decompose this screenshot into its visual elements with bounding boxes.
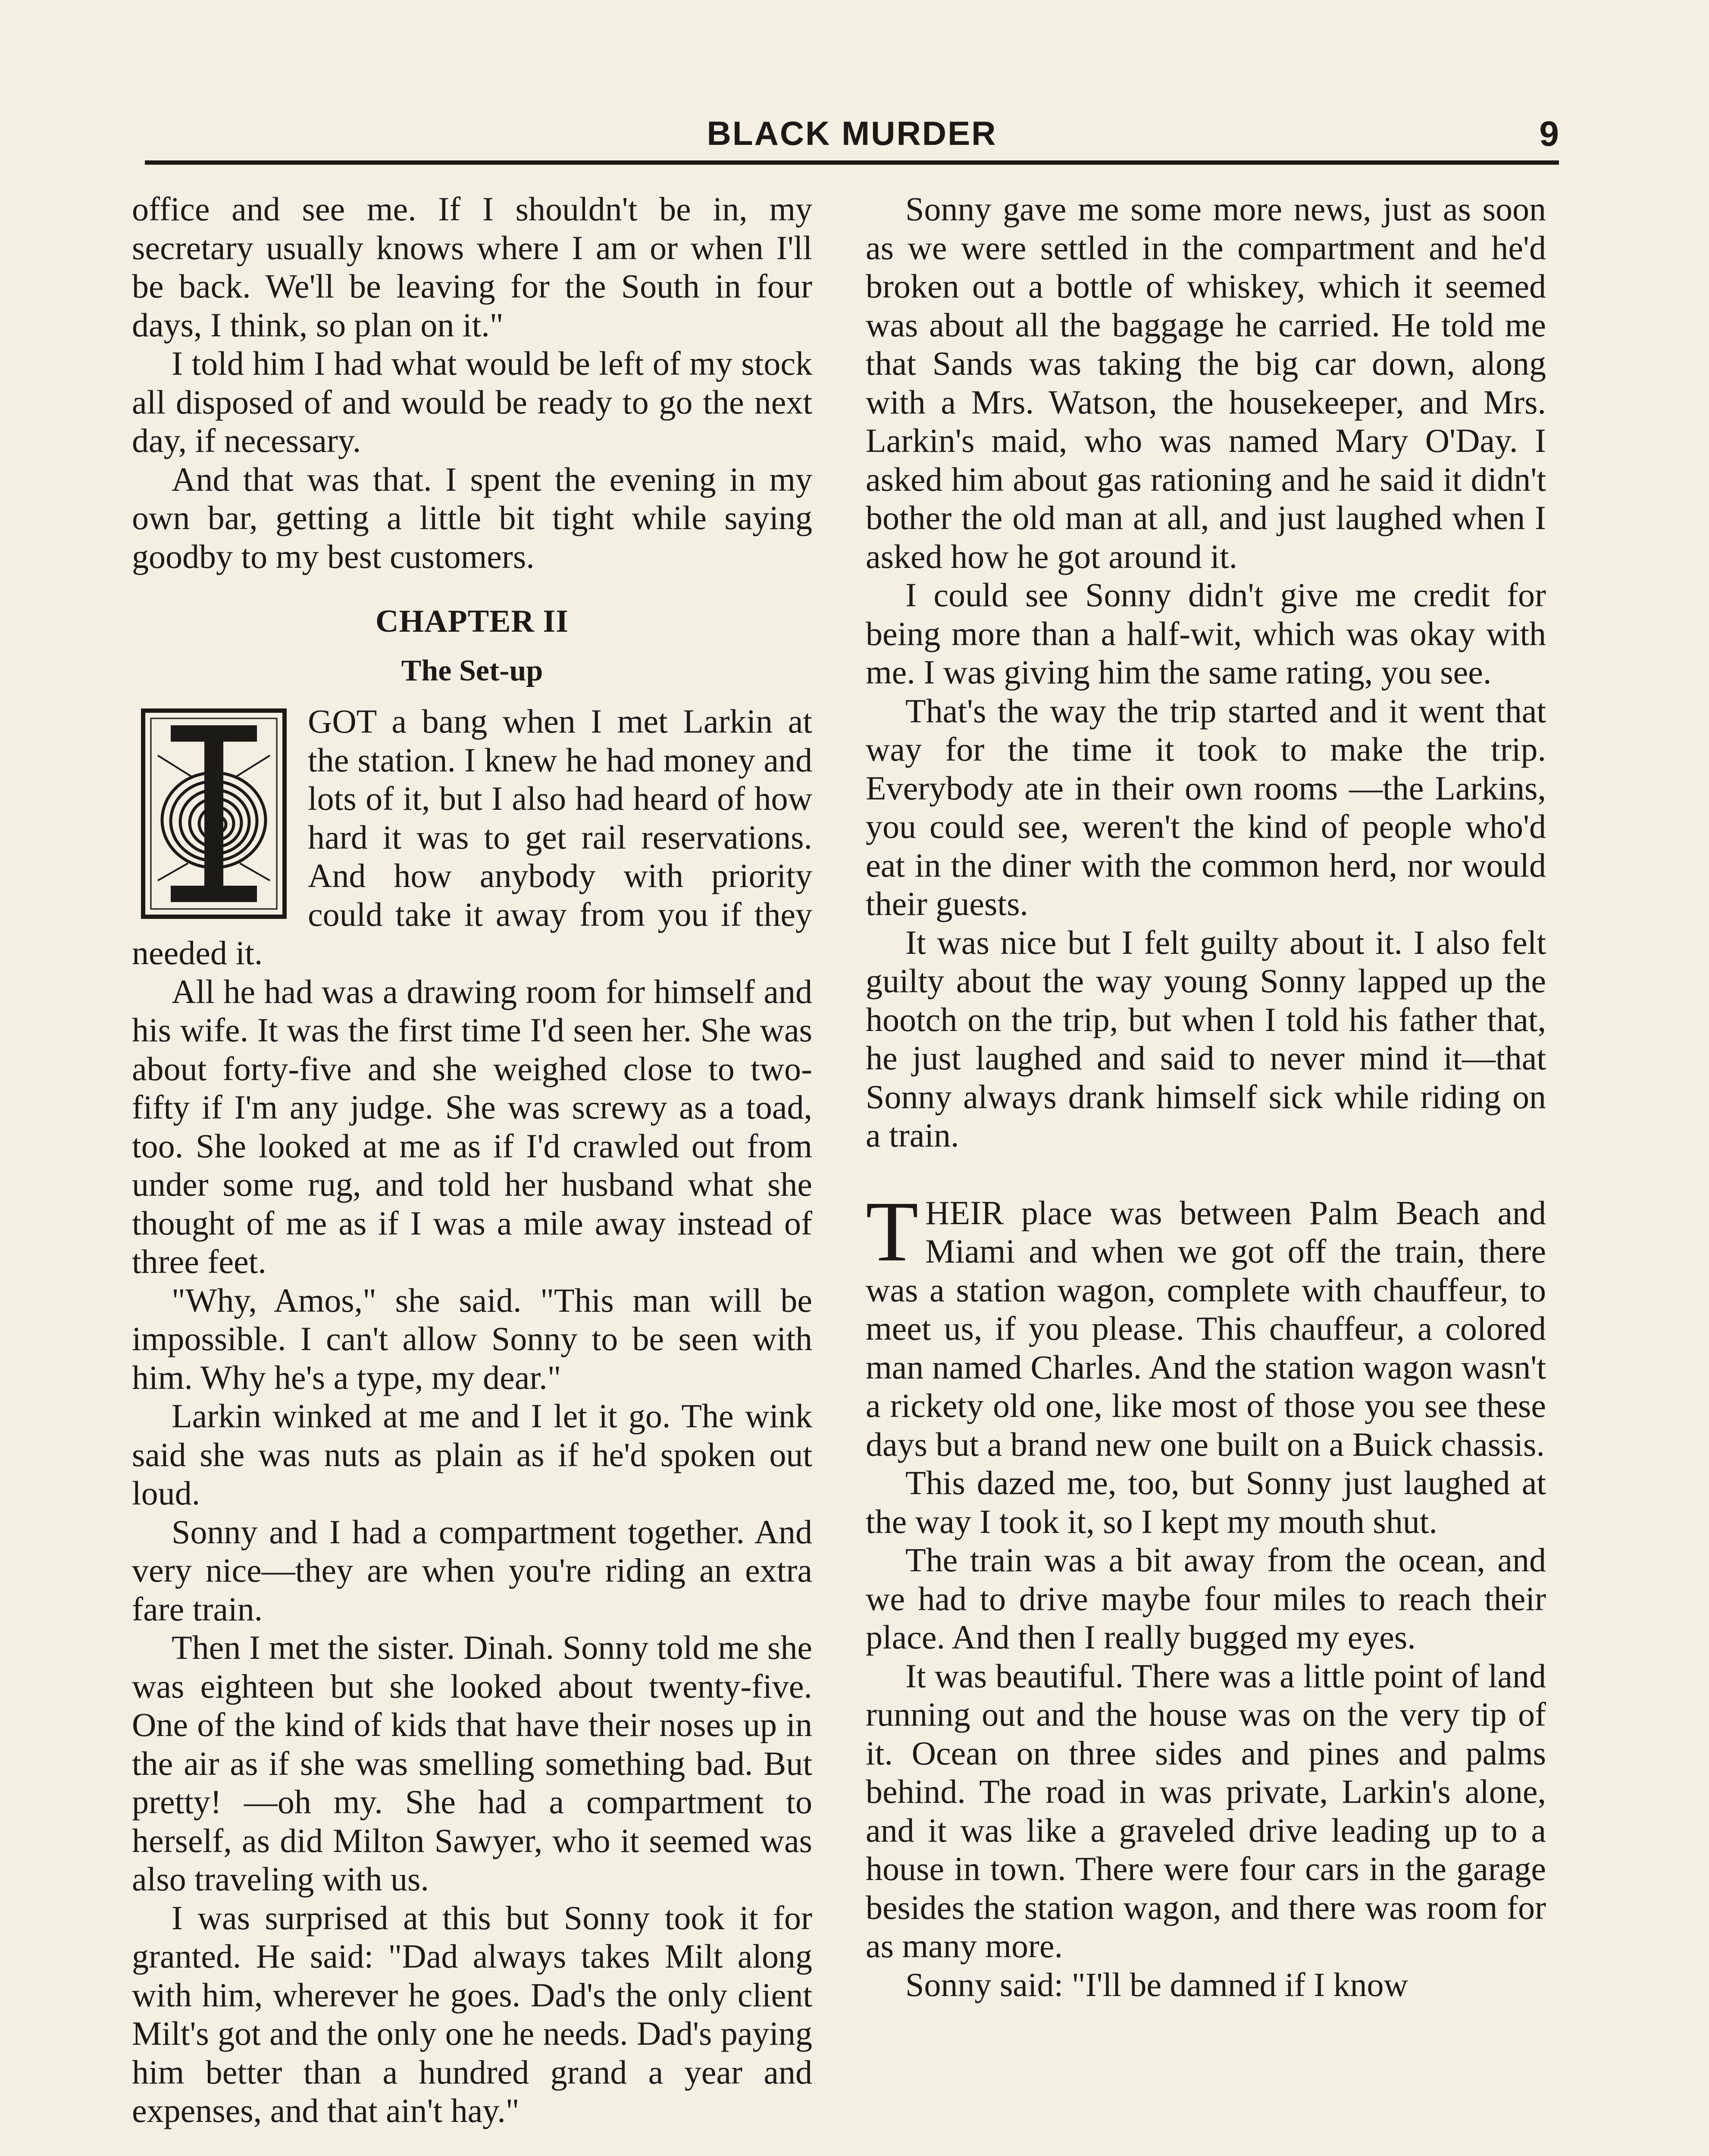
paragraph: Larkin winked at me and I let it go. The wink said she was nuts as plain as if he'd spoken out loud. xyxy=(132,1397,812,1512)
paragraph: It was nice but I felt guilty about it. I also felt guilty about the way young Sonny lapped up the hootch on the trip, but when I told his father that, he just laughed and said to never mind it—that Sonny always drank himself sick while riding on a train. xyxy=(866,923,1546,1154)
chapter-subtitle: The Set-up xyxy=(401,654,543,687)
paragraph: And that was that. I spent the evening in my own bar, getting a little bit tight while saying goodby to my best customers. xyxy=(132,460,812,575)
paragraph: The train was a bit away from the ocean, and we had to drive maybe four miles to reach their place. And then I really bugged my eyes. xyxy=(866,1541,1546,1656)
paragraph: I could see Sonny didn't give me credit for being more than a half-wit, which was okay with me. I was giving him the same rating, you see. xyxy=(866,576,1546,691)
section-break xyxy=(866,1155,1546,1194)
paragraph: I was surprised at this but Sonny took it for granted. He said: "Dad always takes Milt along with him, wherever he goes. Dad's the only client Milt's got and the only one he needs. Dad's paying him better than a hundred grand a year and expenses, and that ain't hay." xyxy=(132,1899,812,2129)
header-rule xyxy=(145,160,1559,165)
paragraph: "Why, Amos," she said. "This man will be impossible. I can't allow Sonny to be seen with him. Why he's a type, my dear." xyxy=(132,1281,812,1396)
running-title: BLACK MURDER xyxy=(707,114,997,152)
paragraph xyxy=(866,1184,1546,1464)
paragraph: I told him I had what would be left of my stock all disposed of and would be ready to go the next day, if necessary. xyxy=(132,345,812,459)
paragraph: GOT a bang when I met Larkin at the station. I knew he had money and lots of it, but I also had heard of how hard it was to get rail reservations. And how anybody with priority could take it away from you if they needed it. xyxy=(132,702,812,971)
paragraph: All he had was a drawing room for himself and his wife. It was the first time I'd seen her. She was about forty-five and she weighed close to two-fifty if I'm any judge. She was screwy as a toad, too. She looked at me as if I'd crawled out from under some rug, and told her husband what she thought of me as if I was a mile away instead of three feet. xyxy=(132,972,812,1280)
paragraph: Sonny said: "I'll be damned if I know xyxy=(905,1965,1408,2003)
paragraph: office and see me. If I shouldn't be in, my secretary usually knows where I am or when I'll be back. We'll be leaving for the South in four days, I think, so plan on it." xyxy=(132,190,812,344)
paragraph: This dazed me, too, but Sonny just laughed at the way I took it, so I kept my mouth shut. xyxy=(866,1464,1546,1540)
chapter-title: CHAPTER II xyxy=(376,604,569,639)
dropcap-letter xyxy=(141,708,287,919)
left-column xyxy=(132,190,812,2156)
right-column xyxy=(866,190,1546,2156)
decorative-dropcap xyxy=(141,708,287,919)
paragraph: Sonny and I had a compartment together. And very nice—they are when you're riding an extra fare train. xyxy=(132,1513,812,1628)
paragraph-text: HEIR place was between Palm Beach and Miami and when we got off the train, there was a station wagon, complete with chauffeur, to meet us, if you please. This chauffeur, a colored man named Charles. And the station wagon wasn't a rickety old one, like most of those you see these days but a brand new one built on a Buick chassis. xyxy=(866,1194,1546,1463)
paragraph: It was beautiful. There was a little point of land running out and the house was on the very tip of it. Ocean on three sides and pines and palms behind. The road in was private, Larkin's alone, and it was like a graveled drive leading up to a house in town. There were four cars in the garage besides the station wagon, and there was room for as many more. xyxy=(866,1657,1546,1965)
paragraph: Sonny gave me some more news, just as soon as we were settled in the compartment and he'd broken out a bottle of whiskey, which it seemed was about all the baggage he carried. He told me that Sands was taking the big car down, along with a Mrs. Watson, the housekeeper, and Mrs. Larkin's maid, who was named Mary O'Day. I asked him about gas rationing and he said it didn't bother the old man at all, and just laughed when I asked how he got around it. xyxy=(866,190,1546,575)
section-initial: T xyxy=(866,1184,919,1279)
paragraph: Then I met the sister. Dinah. Sonny told me she was eighteen but she looked about twenty-five. One of the kind of kids that have their noses up in the air as if she was smelling something bad. But pretty! —oh my. She had a compartment to herself, as did Milton Sawyer, who it seemed was also traveling with us. xyxy=(132,1629,812,1898)
page-number: 9 xyxy=(1539,114,1559,154)
running-head xyxy=(145,110,1559,162)
paragraph: That's the way the trip started and it went that way for the time it took to make the trip. Everybody ate in their own rooms —the Larkins, you could see, weren't the kind of people who'd eat in the diner with the common herd, nor would their guests. xyxy=(866,692,1546,922)
